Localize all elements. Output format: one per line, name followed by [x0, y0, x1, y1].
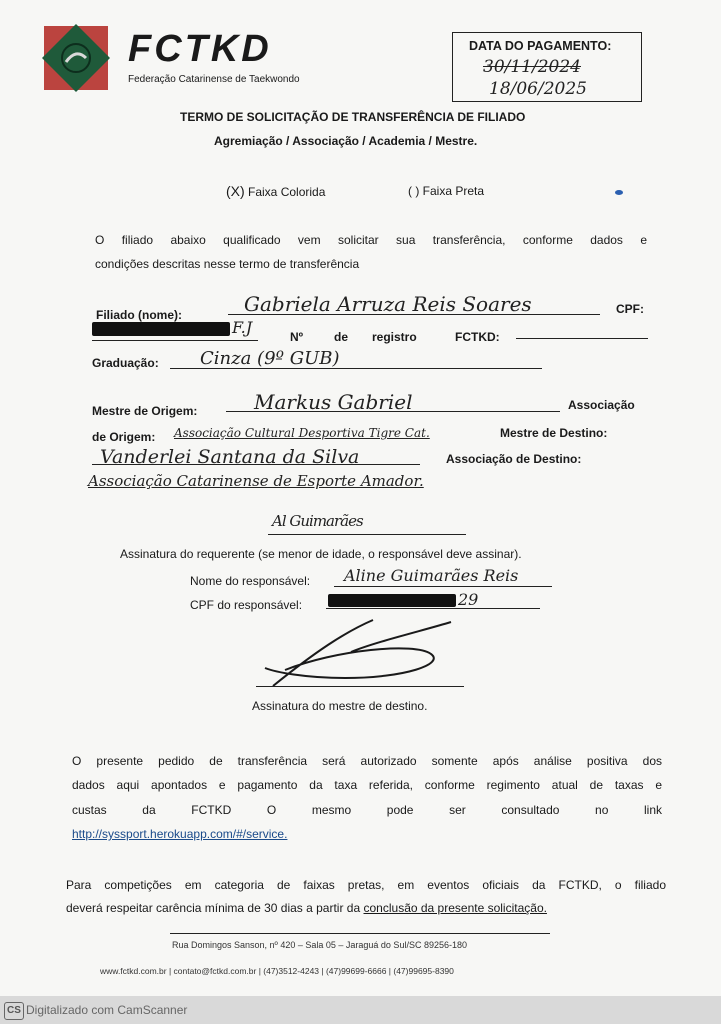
- requerente-caption: Assinatura do requerente (se menor de idade, o responsável deve assinar).: [120, 547, 522, 561]
- cpf-responsavel-line: [326, 608, 540, 609]
- checkbox-faixa-colorida: [226, 183, 325, 199]
- cpf-suffix: F.J: [232, 318, 253, 337]
- intro-line-2: condições descritas nesse termo de transferência: [95, 257, 360, 271]
- mestre-origem-label: Mestre de Origem:: [92, 404, 198, 418]
- requerente-line: [268, 534, 466, 535]
- associacao-label: Associação: [568, 398, 635, 412]
- mestre-destino-value: Vanderlei Santana da Silva: [100, 446, 360, 468]
- registro-org: FCTKD:: [455, 330, 500, 344]
- cpf-label: CPF:: [616, 302, 644, 316]
- cpf-redacted: [92, 322, 230, 336]
- notice-line-3: custas da FCTKD O mesmo pode ser consultado no link: [72, 803, 662, 817]
- associacao-destino-value: Associação Catarinense de Esporte Amador.: [88, 472, 424, 490]
- registro-de: de: [334, 330, 349, 344]
- de-origem-label: de Origem:: [92, 430, 156, 444]
- registro-label: registro: [372, 330, 417, 344]
- cpf-responsavel-redacted: [328, 594, 456, 607]
- preta-mark: ( ): [408, 184, 420, 198]
- preta-label: Faixa Preta: [422, 184, 485, 198]
- fctkd-logo: [40, 22, 112, 94]
- camscanner-icon: CS: [4, 1002, 24, 1020]
- notice-line-2: dados aqui apontados e pagamento da taxa referida, conforme regimento atual de taxas e: [72, 778, 662, 792]
- requerente-signature: Al Guimarães: [272, 512, 363, 530]
- registro-line: [516, 338, 648, 339]
- footer-contact: www.fctkd.com.br | contato@fctkd.com.br | (47)3512-4243 | (47)99699-6666 | (47)99695-8390: [100, 966, 454, 976]
- payment-date-first: 30/11/2024: [483, 57, 581, 77]
- intro-line-1: O filiado abaixo qualificado vem solicitar sua transferência, conforme dados e: [95, 233, 647, 247]
- mestre-origem-value: Markus Gabriel: [254, 390, 413, 414]
- form-subtitle: Agremiação / Associação / Academia / Mestre.: [214, 134, 478, 148]
- footer-divider: [170, 933, 550, 934]
- cpf-responsavel-suffix: 29: [458, 590, 479, 609]
- nome-responsavel-label: Nome do responsável:: [190, 574, 311, 588]
- notice-p2-line-1: Para competições em categoria de faixas pretas, em eventos oficiais da FCTKD, o filiado: [66, 878, 666, 892]
- graduacao-label: Graduação:: [92, 356, 159, 370]
- payment-date-second: 18/06/2025: [489, 79, 587, 99]
- org-full-name: Federação Catarinense de Taekwondo: [128, 74, 300, 85]
- associacao-destino-label: Associação de Destino:: [446, 452, 582, 466]
- notice-p2-text: deverá respeitar carência mínima de 30 dias a partir da: [66, 901, 364, 915]
- syssport-link[interactable]: http://syssport.herokuapp.com/#/service.: [72, 827, 288, 841]
- mestre-signature-drawing: [255, 612, 475, 694]
- nome-responsavel-value: Aline Guimarães Reis: [344, 566, 519, 585]
- notice-p2-underlined: conclusão da presente solicitação.: [363, 901, 547, 915]
- notice-line-1: O presente pedido de transferência será autorizado somente após análise positiva dos: [72, 754, 662, 768]
- mestre-destino-label: Mestre de Destino:: [500, 426, 608, 440]
- payment-date-box: [452, 32, 642, 102]
- checkbox-faixa-preta: [408, 184, 484, 198]
- org-short-name: FCTKD: [128, 28, 272, 70]
- payment-box-title: DATA DO PAGAMENTO:: [469, 39, 612, 53]
- mestre-destino-line: [92, 464, 420, 465]
- colorida-label: Faixa Colorida: [248, 185, 326, 199]
- cpf-responsavel-label: CPF do responsável:: [190, 598, 303, 612]
- cpf-line: [92, 340, 258, 341]
- mestre-signature-line: [256, 686, 464, 687]
- ink-dot: [615, 190, 623, 195]
- registro-n: Nº: [290, 330, 304, 344]
- scanner-footer: [0, 996, 721, 1024]
- form-title: TERMO DE SOLICITAÇÃO DE TRANSFERÊNCIA DE FILIADO: [180, 110, 526, 124]
- camscanner-label: Digitalizado com CamScanner: [26, 1003, 188, 1017]
- mestre-caption: Assinatura do mestre de destino.: [252, 699, 428, 713]
- nome-responsavel-line: [334, 586, 552, 587]
- graduacao-value: Cinza (9º GUB): [200, 348, 340, 369]
- footer-address: Rua Domingos Sanson, nº 420 – Sala 05 – Jaraguá do Sul/SC 89256-180: [172, 940, 467, 950]
- filiado-label: Filiado (nome):: [96, 308, 182, 322]
- colorida-mark: (X): [226, 183, 245, 199]
- filiado-value: Gabriela Arruza Reis Soares: [244, 292, 532, 316]
- associacao-origem-value: Associação Cultural Desportiva Tigre Cat.: [174, 426, 430, 440]
- notice-p2-line-2: [66, 901, 547, 915]
- logo-emblem-icon: [40, 22, 112, 94]
